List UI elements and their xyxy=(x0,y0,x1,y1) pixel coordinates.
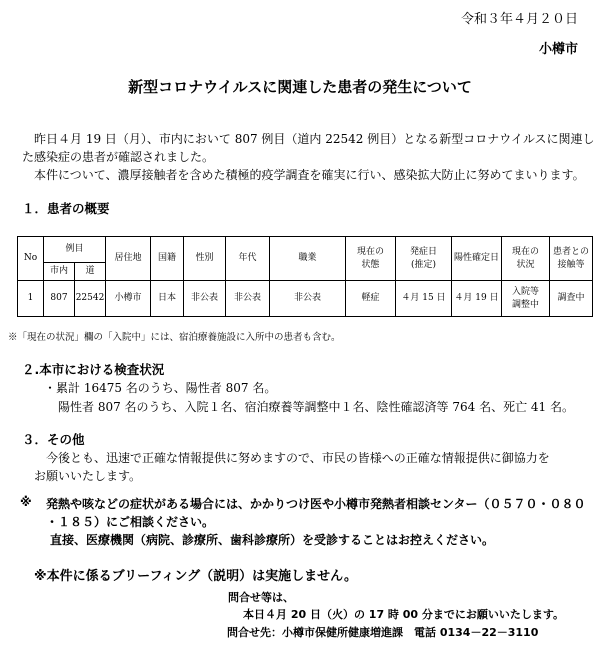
section-1-heading: １．患者の概要 xyxy=(22,201,110,216)
warning-line-2: ・１８５）にご相談ください。 xyxy=(46,515,215,529)
other-line-1: 今後とも、迅速で正確な情報提供に努めますので、市民の皆様への正確な情報提供に御協力を xyxy=(46,451,550,465)
cell-positive-date: ４月 19 日 xyxy=(452,281,502,317)
header-positive-date: 陽性確定日 xyxy=(452,237,502,281)
intro-line-1: 昨日４月 19 日（月）、市内において 807 例目（道内 22542 例目）となる新型コロナウイルスに関連し xyxy=(34,132,595,146)
cell-gender: 非公表 xyxy=(184,281,226,317)
issuer-city: 小樽市 xyxy=(538,42,578,57)
intro-line-2: た感染症の患者が確認されました。 xyxy=(22,150,215,164)
patient-table xyxy=(17,236,593,317)
header-occupation: 職業 xyxy=(270,237,346,281)
contact-info: 問合せ先：小樽市保健所健康増進課 電話 0134－22－3110 xyxy=(227,626,539,639)
warning-line-1: 発熱や咳などの症状がある場合には、かかりつけ医や小樽市発熱者相談センター（０５７０・０８０ xyxy=(46,497,586,511)
table-note: ※「現在の状況」欄の「入院中」には、宿泊療養施設に入所中の患者も含む。 xyxy=(8,332,341,343)
cell-status: 入院等 調整中 xyxy=(502,281,550,317)
header-age: 年代 xyxy=(226,237,270,281)
cell-onset: ４月 15 日 xyxy=(396,281,452,317)
header-status: 現在の 状況 xyxy=(502,237,550,281)
header-nationality: 国籍 xyxy=(151,237,184,281)
contact-deadline: 本日４月 20 日（火）の 17 時 00 分までにお願いいたします。 xyxy=(243,608,565,621)
header-onset: 発症日 (推定) xyxy=(396,237,452,281)
other-line-2: お願いいたします。 xyxy=(34,469,142,483)
cell-nationality: 日本 xyxy=(151,281,184,317)
header-city-case: 市内 xyxy=(44,263,75,281)
section-2-heading: ２.本市における検査状況 xyxy=(22,362,165,377)
briefing-notice: ※本件に係るブリーフィング（説明）は実施しません。 xyxy=(34,569,357,584)
header-case: 例目 xyxy=(44,237,106,263)
cell-contact: 調査中 xyxy=(550,281,593,317)
document-date: 令和３年４月２０日 xyxy=(460,12,578,27)
section-3-heading: ３．その他 xyxy=(22,432,85,447)
testing-line-1: ・累計 16475 名のうち、陽性者 807 名。 xyxy=(44,381,277,395)
warning-mark: ※ xyxy=(20,495,32,509)
header-no: No xyxy=(18,237,44,281)
cell-city-case: 807 xyxy=(44,281,75,317)
cell-occupation: 非公表 xyxy=(270,281,346,317)
cell-pref-case: 22542 xyxy=(75,281,106,317)
table-row xyxy=(18,281,593,317)
contact-heading: 問合せ等は、 xyxy=(228,591,294,604)
warning-line-3: 直接、医療機関（病院、診療所、歯科診療所）を受診することはお控えください。 xyxy=(50,533,495,547)
header-gender: 性別 xyxy=(184,237,226,281)
cell-condition: 軽症 xyxy=(346,281,396,317)
header-pref-case: 道 xyxy=(75,263,106,281)
cell-residence: 小樽市 xyxy=(106,281,151,317)
cell-age: 非公表 xyxy=(226,281,270,317)
header-contact: 患者との 接触等 xyxy=(550,237,593,281)
header-residence: 居住地 xyxy=(106,237,151,281)
header-condition: 現在の 状態 xyxy=(346,237,396,281)
document-title: 新型コロナウイルスに関連した患者の発生について xyxy=(128,78,472,96)
intro-line-3: 本件について、濃厚接触者を含めた積極的疫学調査を確実に行い、感染拡大防止に努めてまいります。 xyxy=(34,168,585,182)
cell-no: 1 xyxy=(18,281,44,317)
testing-line-2: 陽性者 807 名のうち、入院１名、宿泊療養等調整中１名、陰性確認済等 764 名、死亡 41 名。 xyxy=(58,400,574,414)
